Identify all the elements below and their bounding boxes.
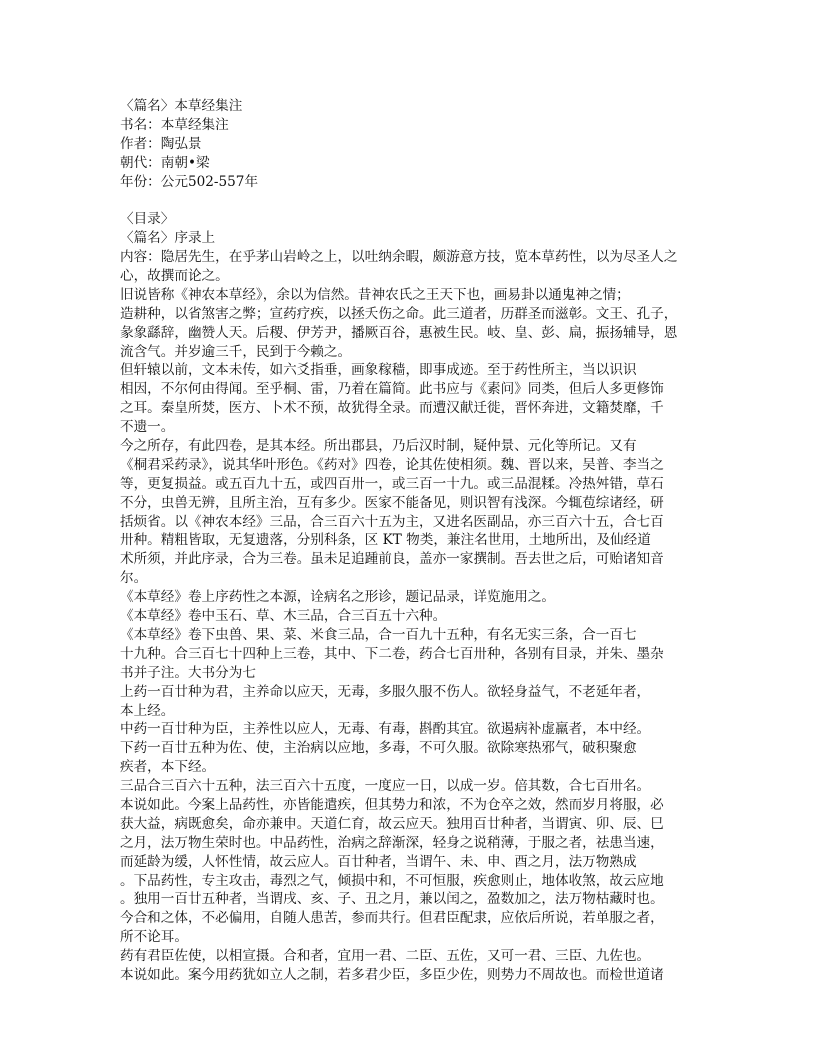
- book-name-line: 书名：本草经集注: [120, 116, 229, 133]
- text-line: 术所须，并此序录，合为三卷。虽未足追踵前良，盖亦一家撰制。吾去世之后，可贻诸知音: [120, 551, 664, 568]
- text-line: 本说如此。今案上品药性，亦皆能遣疾，但其势力和浓，不为仓卒之效，然而岁月将服，必: [120, 796, 664, 813]
- text-line: 内容：隐居先生，在乎茅山岩岭之上，以吐纳余暇，颇游意方技，览本草药性，以为尽圣人之: [120, 249, 678, 266]
- text-line: 疾者，本下经。: [120, 759, 216, 776]
- text-line: 彖象繇辞，幽赞人天。后稷、伊芳尹，播厥百谷，惠被生民。岐、皇、彭、扁，振扬辅导，恩: [120, 324, 678, 341]
- text-line: 本上经。: [120, 702, 175, 719]
- text-line: 〈篇名〉序录上: [120, 230, 216, 247]
- text-line: 括烦省。以《神农本经》三品，合三百六十五为主，又进名医副品，亦三百六十五，合七百: [120, 513, 664, 530]
- dynasty-line: 朝代：南朝•梁: [120, 154, 210, 171]
- body-text: [120, 229, 696, 985]
- text-line: 卅种。精粗皆取，无复遗落，分别科条，区 KT 物类，兼注名世用，土地所出，及仙经道: [120, 532, 651, 549]
- text-line: 尔。: [120, 570, 148, 587]
- title-line: 〈篇名〉本草经集注: [120, 98, 243, 114]
- text-line: 流含气。并岁逾三千，民到于今赖之。: [120, 343, 352, 360]
- header-block: [120, 97, 696, 191]
- text-line: 《本草经》卷中玉石、草、木三品，合三百五十六种。: [120, 608, 447, 625]
- text-line: 十九种。合三百七十四种上三卷，其中、下二卷，药合七百卅种，各别有目录，并朱、墨杂: [120, 645, 664, 662]
- text-line: 今合和之体，不必偏用，自随人患苦，参而共行。但君臣配隶，应依后所说，若单服之者，: [120, 910, 664, 927]
- text-line: 造耕种，以省煞害之弊；宣药疗疾，以拯夭伤之命。此三道者，历群圣而滋彰。文王、孔子，: [120, 305, 678, 322]
- text-line: 之月，法万物生荣时也。中品药性，治病之辞渐深，轻身之说稍薄，于服之者，祛患当速，: [120, 834, 664, 851]
- text-line: 《本草经》卷下虫兽、果、菜、米食三品，合一百九十五种，有名无实三条，合一百七: [120, 626, 637, 643]
- text-line: 。独用一百廿五种者，当谓戌、亥、子、丑之月，兼以闰之，盈数加之，法万物枯藏时也。: [120, 891, 664, 908]
- toc-label: 〈目录〉: [120, 211, 175, 228]
- text-line: 上药一百廿种为君，主养命以应天，无毒，多服久服不伤人。欲轻身益气，不老延年者，: [120, 683, 651, 700]
- text-line: 而延龄为缓，人怀性情，故云应人。百廿种者，当谓午、未、申、酉之月，法万物熟成: [120, 853, 637, 870]
- text-line: 书并子注。大书分为七: [120, 664, 256, 681]
- text-line: 不分，虫兽无辨，且所主治，互有多少。医家不能备见，则识智有浅深。今辄苞综诸经，研: [120, 494, 664, 511]
- text-line: 不遗一。: [120, 419, 175, 436]
- author-line: 作者：陶弘景: [120, 135, 202, 152]
- text-line: 心，故撰而论之。: [120, 268, 229, 285]
- text-line: 三品合三百六十五种，法三百六十五度，一度应一日，以成一岁。倍其数，合七百卅名。: [120, 778, 651, 795]
- text-line: 等，更复损益。或五百九十五，或四百卅一，或三百一十九。或三品混糅。冷热舛错，草石: [120, 475, 664, 492]
- text-line: 本说如此。案今用药犹如立人之制，若多君少臣，多臣少佐，则势力不周故也。而检世道诸: [120, 966, 664, 983]
- text-line: 今之所存，有此四卷，是其本经。所出郡县，乃后汉时制，疑仲景、元化等所记。又有: [120, 438, 637, 455]
- text-line: 旧说皆称《神农本草经》，余以为信然。昔神农氏之王天下也，画易卦以通鬼神之情；: [120, 286, 630, 303]
- text-line: 中药一百廿种为臣，主养性以应人，无毒、有毒，斟酌其宜。欲遏病补虚羸者，本中经。: [120, 721, 651, 738]
- text-line: 。下品药性，专主攻击，毒烈之气，倾损中和，不可恒服，疾愈则止，地体收煞，故云应地: [120, 872, 664, 889]
- text-line: 所不论耳。: [120, 929, 188, 946]
- text-line: 《桐君采药录》，说其华叶形色。《药对》四卷，论其佐使相须。魏、晋以来，吴普、李当之: [120, 456, 664, 473]
- text-line: 相因，不尔何由得闻。至乎桐、雷，乃着在篇简。此书应与《素问》同类，但后人多更修饰: [120, 381, 664, 398]
- text-line: 药有君臣佐使，以相宣摄。合和者，宜用一君、二臣、五佐，又可一君、三臣、九佐也。: [120, 948, 651, 965]
- text-line: 《本草经》卷上序药性之本源，诠病名之形诊，题记品录，详览施用之。: [120, 589, 555, 606]
- blank-line: [120, 191, 696, 210]
- year-line: 年份：公元502-557年: [120, 173, 259, 190]
- text-line: 之耳。秦皇所焚，医方、卜术不预，故犹得全录。而遭汉献迁徙，晋怀奔进，文籍焚靡，千: [120, 400, 664, 417]
- text-line: 下药一百廿五种为佐、使，主治病以应地，多毒，不可久服。欲除寒热邪气，破积聚愈: [120, 740, 637, 757]
- text-line: 但轩辕以前，文本未传，如六爻指垂，画象稼穑，即事成迹。至于药性所主，当以识识: [120, 362, 637, 379]
- text-line: 获大益，病既愈矣，命亦兼申。天道仁育，故云应天。独用百廿种者，当谓寅、卯、辰、巳: [120, 815, 664, 832]
- document-page: [120, 97, 696, 985]
